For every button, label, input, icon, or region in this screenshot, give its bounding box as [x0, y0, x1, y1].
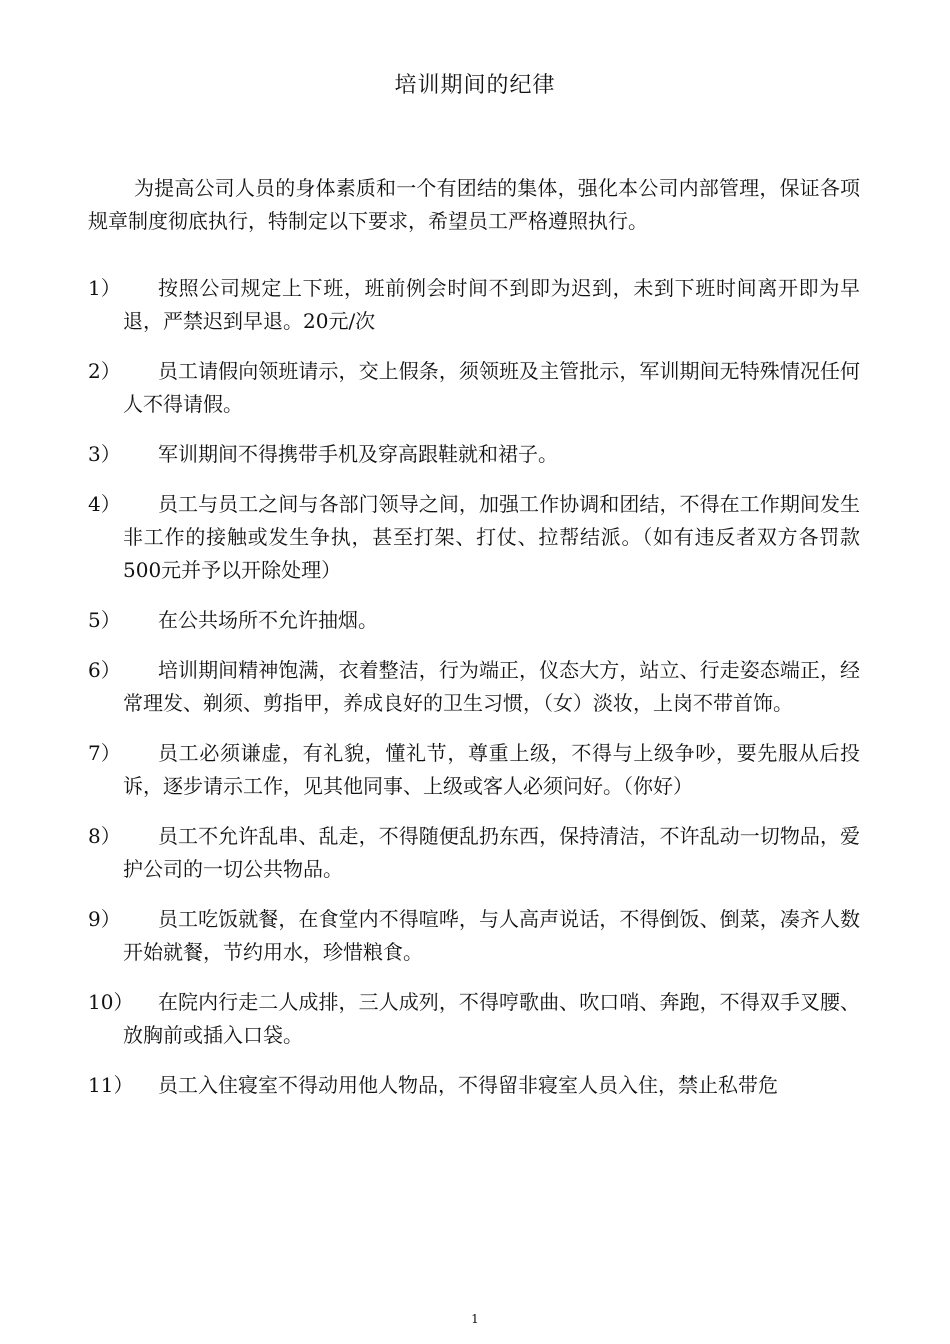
- rule-text: 员工必须谦虚，有礼貌，懂礼节，尊重上级，不得与上级争吵，要先服从后投诉，逐步请示工作，见其他同事、上级或客人必须问好。（你好）: [123, 741, 860, 798]
- rule-item: [88, 903, 860, 969]
- page-number: 1: [471, 1312, 479, 1326]
- rule-text: 员工吃饭就餐，在食堂内不得喧哗，与人高声说话，不得倒饭、倒菜，凑齐人数开始就餐，节约用水，珍惜粮食。: [123, 907, 860, 964]
- rule-text: 在院内行走二人成排，三人成列，不得哼歌曲、吹口哨、奔跑，不得双手叉腰、放胸前或插入口袋。: [123, 990, 860, 1047]
- rule-item: [88, 488, 860, 587]
- rules-list: [88, 272, 860, 1119]
- rule-number: 3）: [88, 442, 121, 466]
- rule-number: 1）: [88, 276, 121, 300]
- rule-number: 2）: [88, 359, 121, 383]
- rule-text: 军训期间不得携带手机及穿高跟鞋就和裙子。: [158, 442, 558, 466]
- rule-number: 6）: [88, 658, 121, 682]
- rule-number: 7）: [88, 741, 121, 765]
- rule-number: 9）: [88, 907, 121, 931]
- rule-number: 11）: [88, 1073, 134, 1097]
- rule-item: [88, 737, 860, 803]
- intro-paragraph: 为提高公司人员的身体素质和一个有团结的集体，强化本公司内部管理，保证各项规章制度彻底执行，特制定以下要求，希望员工严格遵照执行。: [88, 176, 860, 233]
- rule-item: [88, 604, 860, 637]
- rule-item: [88, 1069, 860, 1102]
- document-title: 培训期间的纪律: [394, 73, 556, 98]
- rule-number: 8）: [88, 824, 121, 848]
- rule-item: [88, 986, 860, 1052]
- rule-text: 员工入住寝室不得动用他人物品，不得留非寝室人员入住，禁止私带危: [158, 1073, 778, 1097]
- rule-number: 10）: [88, 990, 134, 1014]
- rule-item: [88, 438, 860, 471]
- rule-text: 员工不允许乱串、乱走，不得随便乱扔东西，保持清洁，不许乱动一切物品，爱护公司的一切公共物品。: [123, 824, 860, 881]
- rule-item: [88, 355, 860, 421]
- rule-text: 按照公司规定上下班，班前例会时间不到即为迟到，未到下班时间离开即为早退，严禁迟到早退。20元/次: [123, 276, 860, 333]
- rule-text: 培训期间精神饱满，衣着整洁，行为端正，仪态大方，站立、行走姿态端正，经常理发、剃须、剪指甲，养成良好的卫生习惯，（女）淡妆，上岗不带首饰。: [123, 658, 860, 715]
- rule-number: 4）: [88, 492, 121, 516]
- rule-text: 员工请假向领班请示，交上假条，须领班及主管批示，军训期间无特殊情况任何人不得请假。: [123, 359, 860, 416]
- rule-item: [88, 820, 860, 886]
- rule-text: 员工与员工之间与各部门领导之间，加强工作协调和团结，不得在工作期间发生非工作的接触或发生争执，甚至打架、打仗、拉帮结派。（如有违反者双方各罚款500元并予以开除处理）: [123, 492, 860, 582]
- rule-text: 在公共场所不允许抽烟。: [158, 608, 378, 632]
- rule-number: 5）: [88, 608, 121, 632]
- rule-item: [88, 272, 860, 338]
- rule-item: [88, 654, 860, 720]
